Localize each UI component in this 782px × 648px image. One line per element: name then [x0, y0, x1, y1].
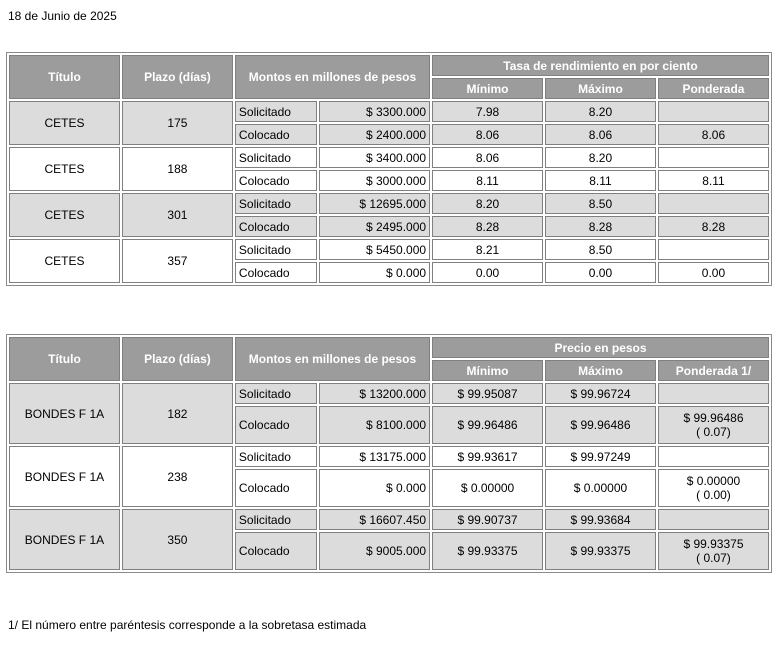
- row-type-label: Colocado: [235, 262, 317, 283]
- minimo-cell: 8.06: [432, 147, 543, 168]
- monto-cell: $ 5450.000: [319, 239, 430, 260]
- header-minimo: Mínimo: [432, 78, 543, 99]
- maximo-cell: $ 99.97249: [545, 446, 656, 467]
- ponderada-cell: [658, 147, 769, 168]
- minimo-cell: 8.06: [432, 124, 543, 145]
- row-type-label: Colocado: [235, 532, 317, 570]
- table-row: [9, 101, 769, 122]
- ponderada-cell: [658, 406, 769, 444]
- header-montos: Montos en millones de pesos: [235, 55, 430, 99]
- maximo-cell: 8.20: [545, 147, 656, 168]
- table-row: [9, 446, 769, 467]
- minimo-cell: $ 99.93617: [432, 446, 543, 467]
- bondes-results-table: [6, 334, 772, 573]
- header-ponderada: Ponderada 1/: [658, 360, 769, 381]
- minimo-cell: $ 0.00000: [432, 469, 543, 507]
- titulo-cell: CETES: [9, 147, 120, 191]
- monto-cell: $ 9005.000: [319, 532, 430, 570]
- sobretasa-estimada: ( 0.07): [696, 551, 731, 565]
- minimo-cell: 0.00: [432, 262, 543, 283]
- ponderada-cell: 8.11: [658, 170, 769, 191]
- row-type-label: Colocado: [235, 170, 317, 191]
- ponderada-cell: [658, 532, 769, 570]
- monto-cell: $ 3000.000: [319, 170, 430, 191]
- monto-cell: $ 2495.000: [319, 216, 430, 237]
- ponderada-cell: [658, 446, 769, 467]
- header-montos: Montos en millones de pesos: [235, 337, 430, 381]
- header-precio-pesos: Precio en pesos: [432, 337, 769, 358]
- ponderada-cell: [658, 101, 769, 122]
- ponderada-cell: [658, 383, 769, 404]
- monto-cell: $ 3300.000: [319, 101, 430, 122]
- auction-date: 18 de Junio de 2025: [8, 9, 117, 23]
- monto-cell: $ 13175.000: [319, 446, 430, 467]
- ponderada-cell: 0.00: [658, 262, 769, 283]
- row-type-label: Colocado: [235, 124, 317, 145]
- row-type-label: Colocado: [235, 406, 317, 444]
- titulo-cell: BONDES F 1A: [9, 446, 120, 507]
- minimo-cell: 8.11: [432, 170, 543, 191]
- monto-cell: $ 12695.000: [319, 193, 430, 214]
- monto-cell: $ 0.000: [319, 469, 430, 507]
- row-type-label: Colocado: [235, 216, 317, 237]
- maximo-cell: $ 99.96486: [545, 406, 656, 444]
- sobretasa-estimada: ( 0.00): [696, 488, 731, 502]
- plazo-cell: 357: [122, 239, 233, 283]
- maximo-cell: 8.11: [545, 170, 656, 191]
- minimo-cell: $ 99.90737: [432, 509, 543, 530]
- monto-cell: $ 3400.000: [319, 147, 430, 168]
- ponderada-price: $ 99.96486: [683, 411, 744, 425]
- maximo-cell: 8.28: [545, 216, 656, 237]
- row-type-label: Solicitado: [235, 193, 317, 214]
- titulo-cell: CETES: [9, 101, 120, 145]
- header-titulo: Título: [9, 337, 120, 381]
- sobretasa-estimada: ( 0.07): [696, 425, 731, 439]
- footnote: 1/ El número entre paréntesis corresponde a la sobretasa estimada: [8, 618, 367, 632]
- ponderada-cell: [658, 239, 769, 260]
- plazo-cell: 301: [122, 193, 233, 237]
- ponderada-price: $ 99.93375: [683, 537, 744, 551]
- monto-cell: $ 2400.000: [319, 124, 430, 145]
- minimo-cell: $ 99.95087: [432, 383, 543, 404]
- table-row: [9, 193, 769, 214]
- monto-cell: $ 0.000: [319, 262, 430, 283]
- titulo-cell: CETES: [9, 193, 120, 237]
- header-titulo: Título: [9, 55, 120, 99]
- titulo-cell: BONDES F 1A: [9, 383, 120, 444]
- maximo-cell: 0.00: [545, 262, 656, 283]
- header-maximo: Máximo: [545, 78, 656, 99]
- table-row: [9, 383, 769, 404]
- row-type-label: Solicitado: [235, 147, 317, 168]
- header-ponderada: Ponderada: [658, 78, 769, 99]
- row-type-label: Solicitado: [235, 239, 317, 260]
- plazo-cell: 238: [122, 446, 233, 507]
- header-plazo: Plazo (días): [122, 55, 233, 99]
- maximo-cell: 8.20: [545, 101, 656, 122]
- plazo-cell: 350: [122, 509, 233, 570]
- row-type-label: Colocado: [235, 469, 317, 507]
- header-maximo: Máximo: [545, 360, 656, 381]
- maximo-cell: $ 0.00000: [545, 469, 656, 507]
- plazo-cell: 188: [122, 147, 233, 191]
- maximo-cell: 8.06: [545, 124, 656, 145]
- ponderada-price: $ 0.00000: [686, 474, 741, 488]
- titulo-cell: CETES: [9, 239, 120, 283]
- titulo-cell: BONDES F 1A: [9, 509, 120, 570]
- monto-cell: $ 8100.000: [319, 406, 430, 444]
- plazo-cell: 182: [122, 383, 233, 444]
- minimo-cell: $ 99.93375: [432, 532, 543, 570]
- table-row: [9, 239, 769, 260]
- header-plazo: Plazo (días): [122, 337, 233, 381]
- maximo-cell: $ 99.93684: [545, 509, 656, 530]
- ponderada-cell: [658, 509, 769, 530]
- row-type-label: Solicitado: [235, 383, 317, 404]
- minimo-cell: 8.21: [432, 239, 543, 260]
- monto-cell: $ 16607.450: [319, 509, 430, 530]
- maximo-cell: 8.50: [545, 239, 656, 260]
- plazo-cell: 175: [122, 101, 233, 145]
- minimo-cell: 8.28: [432, 216, 543, 237]
- minimo-cell: 7.98: [432, 101, 543, 122]
- monto-cell: $ 13200.000: [319, 383, 430, 404]
- table-row: [9, 509, 769, 530]
- header-minimo: Mínimo: [432, 360, 543, 381]
- ponderada-cell: 8.06: [658, 124, 769, 145]
- ponderada-cell: [658, 469, 769, 507]
- minimo-cell: $ 99.96486: [432, 406, 543, 444]
- table-row: [9, 147, 769, 168]
- row-type-label: Solicitado: [235, 101, 317, 122]
- maximo-cell: 8.50: [545, 193, 656, 214]
- ponderada-cell: 8.28: [658, 216, 769, 237]
- row-type-label: Solicitado: [235, 446, 317, 467]
- ponderada-cell: [658, 193, 769, 214]
- maximo-cell: $ 99.93375: [545, 532, 656, 570]
- maximo-cell: $ 99.96724: [545, 383, 656, 404]
- cetes-results-table: [6, 52, 772, 286]
- minimo-cell: 8.20: [432, 193, 543, 214]
- row-type-label: Solicitado: [235, 509, 317, 530]
- header-tasa-rendimiento: Tasa de rendimiento en por ciento: [432, 55, 769, 76]
